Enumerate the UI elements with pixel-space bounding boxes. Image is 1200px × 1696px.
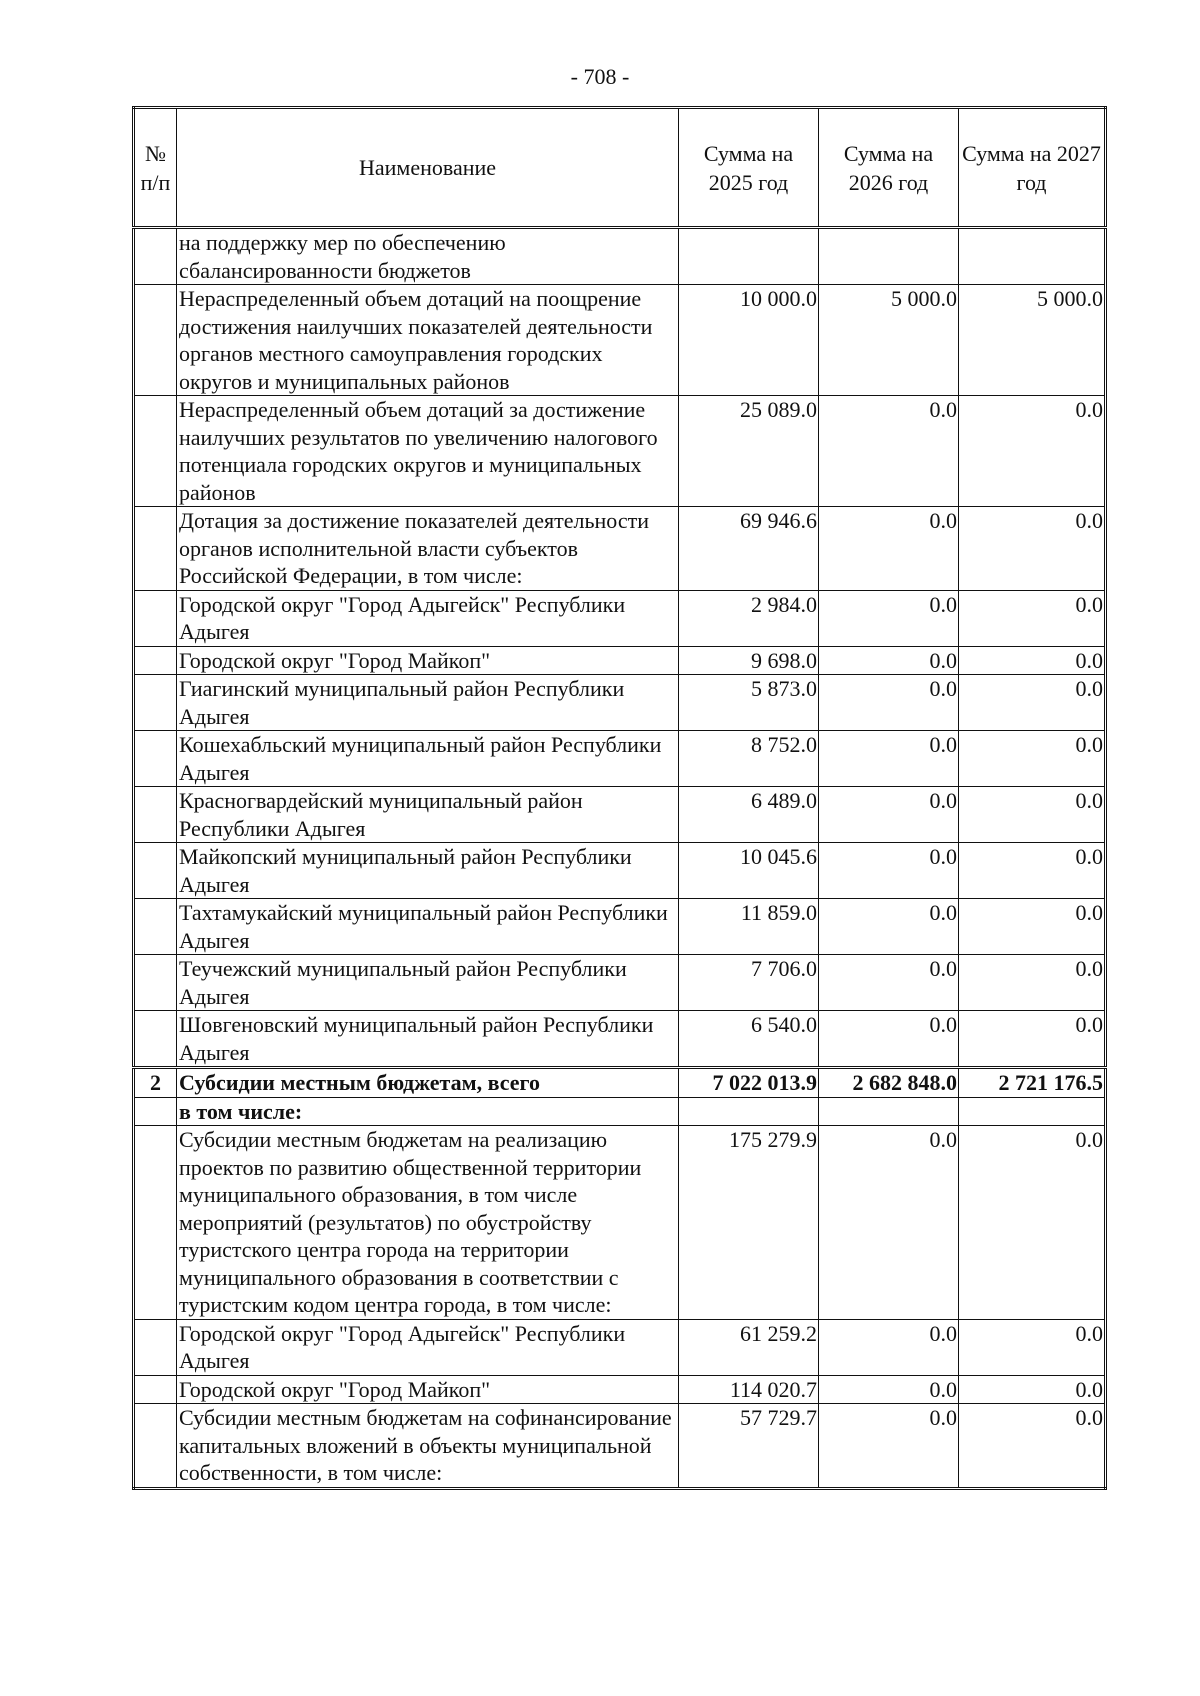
row-sum-2025: 11 859.0: [679, 899, 819, 955]
row-sum-2026: 0.0: [819, 731, 959, 787]
row-sum-2027: 0.0: [959, 507, 1106, 591]
table-row: [134, 843, 1106, 899]
row-number: [134, 1404, 177, 1489]
row-sum-2025: 6 540.0: [679, 1011, 819, 1068]
row-name: Тахтамукайский муниципальный район Республики Адыгея: [177, 899, 679, 955]
row-sum-2025: 10 000.0: [679, 285, 819, 396]
header-sum-2025: Сумма на 2025 год: [679, 108, 819, 228]
row-name: в том числе:: [177, 1097, 679, 1126]
row-number: [134, 396, 177, 507]
row-sum-2027: 0.0: [959, 675, 1106, 731]
row-sum-2027: 5 000.0: [959, 285, 1106, 396]
row-sum-2026: 0.0: [819, 1319, 959, 1375]
row-number: [134, 787, 177, 843]
table-row: [134, 1011, 1106, 1068]
row-name: Городской округ "Город Адыгейск" Республики Адыгея: [177, 590, 679, 646]
row-sum-2027: [959, 228, 1106, 285]
row-number: [134, 1319, 177, 1375]
row-name: Майкопский муниципальный район Республики Адыгея: [177, 843, 679, 899]
row-number: [134, 228, 177, 285]
row-number: [134, 285, 177, 396]
row-sum-2025: [679, 228, 819, 285]
row-sum-2025: 7 706.0: [679, 955, 819, 1011]
row-sum-2026: 0.0: [819, 1375, 959, 1404]
table-row: [134, 646, 1106, 675]
row-sum-2027: 2 721 176.5: [959, 1068, 1106, 1098]
row-name: Шовгеновский муниципальный район Республики Адыгея: [177, 1011, 679, 1068]
header-number: № п/п: [134, 108, 177, 228]
row-sum-2025: 8 752.0: [679, 731, 819, 787]
row-name: Городской округ "Город Майкоп": [177, 646, 679, 675]
row-sum-2027: 0.0: [959, 955, 1106, 1011]
row-sum-2026: 5 000.0: [819, 285, 959, 396]
table-row: [134, 1097, 1106, 1126]
row-sum-2026: 0.0: [819, 899, 959, 955]
row-name: Нераспределенный объем дотаций на поощрение достижения наилучших показателей деятельности органов местного самоуправления городских округов и муниципальных районов: [177, 285, 679, 396]
row-sum-2026: 0.0: [819, 646, 959, 675]
table-row: [134, 787, 1106, 843]
row-sum-2026: 0.0: [819, 843, 959, 899]
row-sum-2025: 2 984.0: [679, 590, 819, 646]
row-sum-2025: 25 089.0: [679, 396, 819, 507]
row-number: [134, 1011, 177, 1068]
row-name: Субсидии местным бюджетам на софинансирование капитальных вложений в объекты муниципальной собственности, в том числе:: [177, 1404, 679, 1489]
row-sum-2026: 0.0: [819, 1404, 959, 1489]
row-sum-2027: [959, 1097, 1106, 1126]
row-sum-2027: 0.0: [959, 1319, 1106, 1375]
table-row: [134, 396, 1106, 507]
row-name: Субсидии местным бюджетам, всего: [177, 1068, 679, 1098]
table-row: [134, 590, 1106, 646]
row-sum-2025: 10 045.6: [679, 843, 819, 899]
row-sum-2025: 61 259.2: [679, 1319, 819, 1375]
row-sum-2027: 0.0: [959, 1375, 1106, 1404]
row-name: Городской округ "Город Адыгейск" Республики Адыгея: [177, 1319, 679, 1375]
table-row: [134, 1375, 1106, 1404]
row-name: Теучежский муниципальный район Республики Адыгея: [177, 955, 679, 1011]
row-sum-2025: [679, 1097, 819, 1126]
row-sum-2025: 57 729.7: [679, 1404, 819, 1489]
table-header: [134, 108, 1106, 228]
row-sum-2026: 0.0: [819, 675, 959, 731]
row-name: Кошехабльский муниципальный район Республики Адыгея: [177, 731, 679, 787]
row-sum-2027: 0.0: [959, 646, 1106, 675]
table-body: [134, 228, 1106, 1489]
table-row: [134, 899, 1106, 955]
row-sum-2025: 5 873.0: [679, 675, 819, 731]
row-sum-2026: 0.0: [819, 955, 959, 1011]
header-row: [134, 108, 1106, 228]
row-name: Красногвардейский муниципальный район Республики Адыгея: [177, 787, 679, 843]
row-name: Гиагинский муниципальный район Республики Адыгея: [177, 675, 679, 731]
row-sum-2027: 0.0: [959, 787, 1106, 843]
row-sum-2025: 9 698.0: [679, 646, 819, 675]
header-sum-2027: Сумма на 2027 год: [959, 108, 1106, 228]
row-sum-2027: 0.0: [959, 590, 1106, 646]
row-sum-2027: 0.0: [959, 731, 1106, 787]
row-sum-2025: 6 489.0: [679, 787, 819, 843]
row-number: [134, 1375, 177, 1404]
row-sum-2025: 114 020.7: [679, 1375, 819, 1404]
table-row: [134, 955, 1106, 1011]
row-number: 2: [134, 1068, 177, 1098]
row-sum-2027: 0.0: [959, 899, 1106, 955]
row-number: [134, 731, 177, 787]
row-sum-2027: 0.0: [959, 1404, 1106, 1489]
row-number: [134, 507, 177, 591]
row-sum-2026: 0.0: [819, 1011, 959, 1068]
row-sum-2026: 0.0: [819, 396, 959, 507]
row-number: [134, 955, 177, 1011]
table-row: [134, 228, 1106, 285]
row-sum-2026: [819, 228, 959, 285]
row-number: [134, 675, 177, 731]
row-number: [134, 1126, 177, 1320]
row-number: [134, 646, 177, 675]
row-name: Дотация за достижение показателей деятельности органов исполнительной власти субъектов Российской Федерации, в том числе:: [177, 507, 679, 591]
row-sum-2026: 0.0: [819, 590, 959, 646]
row-sum-2027: 0.0: [959, 396, 1106, 507]
row-sum-2025: 69 946.6: [679, 507, 819, 591]
row-sum-2025: 7 022 013.9: [679, 1068, 819, 1098]
table-row: [134, 1404, 1106, 1489]
table-row: [134, 1319, 1106, 1375]
row-name: Нераспределенный объем дотаций за достижение наилучших результатов по увеличению налогового потенциала городских округов и муниципальных районов: [177, 396, 679, 507]
row-number: [134, 843, 177, 899]
table-row: [134, 1126, 1106, 1320]
table-row: [134, 507, 1106, 591]
row-number: [134, 899, 177, 955]
row-sum-2027: 0.0: [959, 843, 1106, 899]
page-number: - 708 -: [570, 64, 630, 89]
header-sum-2026: Сумма на 2026 год: [819, 108, 959, 228]
row-sum-2025: 175 279.9: [679, 1126, 819, 1320]
table-row: [134, 675, 1106, 731]
row-number: [134, 1097, 177, 1126]
budget-table: [132, 106, 1107, 1490]
row-sum-2026: 0.0: [819, 507, 959, 591]
row-number: [134, 590, 177, 646]
row-sum-2027: 0.0: [959, 1011, 1106, 1068]
row-name: Городской округ "Город Майкоп": [177, 1375, 679, 1404]
table-row: [134, 285, 1106, 396]
table-row: [134, 1068, 1106, 1098]
table-row: [134, 731, 1106, 787]
row-sum-2027: 0.0: [959, 1126, 1106, 1320]
row-sum-2026: [819, 1097, 959, 1126]
row-sum-2026: 0.0: [819, 1126, 959, 1320]
row-sum-2026: 2 682 848.0: [819, 1068, 959, 1098]
row-name: на поддержку мер по обеспечению сбалансированности бюджетов: [177, 228, 679, 285]
row-name: Субсидии местным бюджетам на реализацию проектов по развитию общественной территории муниципального образования, в том числе мероприятий (результатов) по обустройству туристского центра города на территории муниципального образования в соответствии с туристским кодом центра города, в том числе:: [177, 1126, 679, 1320]
header-name: Наименование: [177, 108, 679, 228]
row-sum-2026: 0.0: [819, 787, 959, 843]
